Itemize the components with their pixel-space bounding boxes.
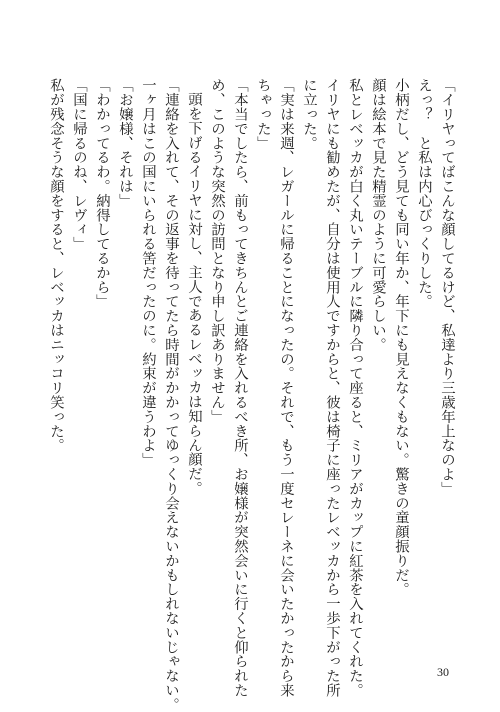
- page-number: 30: [437, 665, 449, 679]
- text-line: 私が残念そうな顔をすると、レベッカはニッコリ笑った。: [48, 78, 64, 453]
- text-line: 顔は絵本で見た精霊のように可愛らしい。: [370, 78, 386, 352]
- text-line: 「わかってるわ。納得してるから」: [94, 78, 110, 309]
- text-line: に立った。: [301, 78, 317, 150]
- text-line: め、このような突然の訪問となり申し訳ありません」: [209, 78, 225, 424]
- text-line: ちゃった」: [255, 78, 271, 150]
- text-line: 「本当でしたら、前もってきちんとご連絡を入れるべき所、お嬢様が突然会いに行くと仰られた: [232, 78, 248, 698]
- text-line: 小柄だし、どう見ても同い年か、年下にも見えなくもない。驚きの童顔振りだ。: [393, 78, 409, 597]
- text-line: 私とレベッカが白く丸いテーブルに隣り合って座ると、ミリアがカップに紅茶を入れてくれた。: [347, 78, 363, 698]
- text-line: 「国に帰るのね、レヴィ」: [71, 78, 87, 251]
- text-line: 「実は来週、レガールに帰ることになったの。それで、もう一度セレーネに会いたかったから来: [278, 78, 294, 698]
- text-line-indented: 頭を下げるイリヤに対し、主人であるレベッカは知らん顔だ。: [186, 92, 202, 496]
- text-line: 一ヶ月はこの国にいられる筈だったのに。約束が違うわよ」: [140, 78, 156, 467]
- text-line: 「連絡を入れて、その返事を待ってたら時間がかかってゆっくり会えないかもしれないじゃない。: [163, 78, 179, 712]
- text-line: 「イリヤってばこんな顔してるけど、私達より三歳年上なのよ」: [439, 78, 455, 496]
- text-line: 「お嬢様、それは」: [117, 78, 133, 208]
- text-line: イリヤにも勧めたが、自分は使用人ですからと、彼は椅子に座ったレベッカから一歩下がった所: [324, 78, 340, 698]
- text-line: えっ？ と私は内心びっくりした。: [416, 78, 432, 309]
